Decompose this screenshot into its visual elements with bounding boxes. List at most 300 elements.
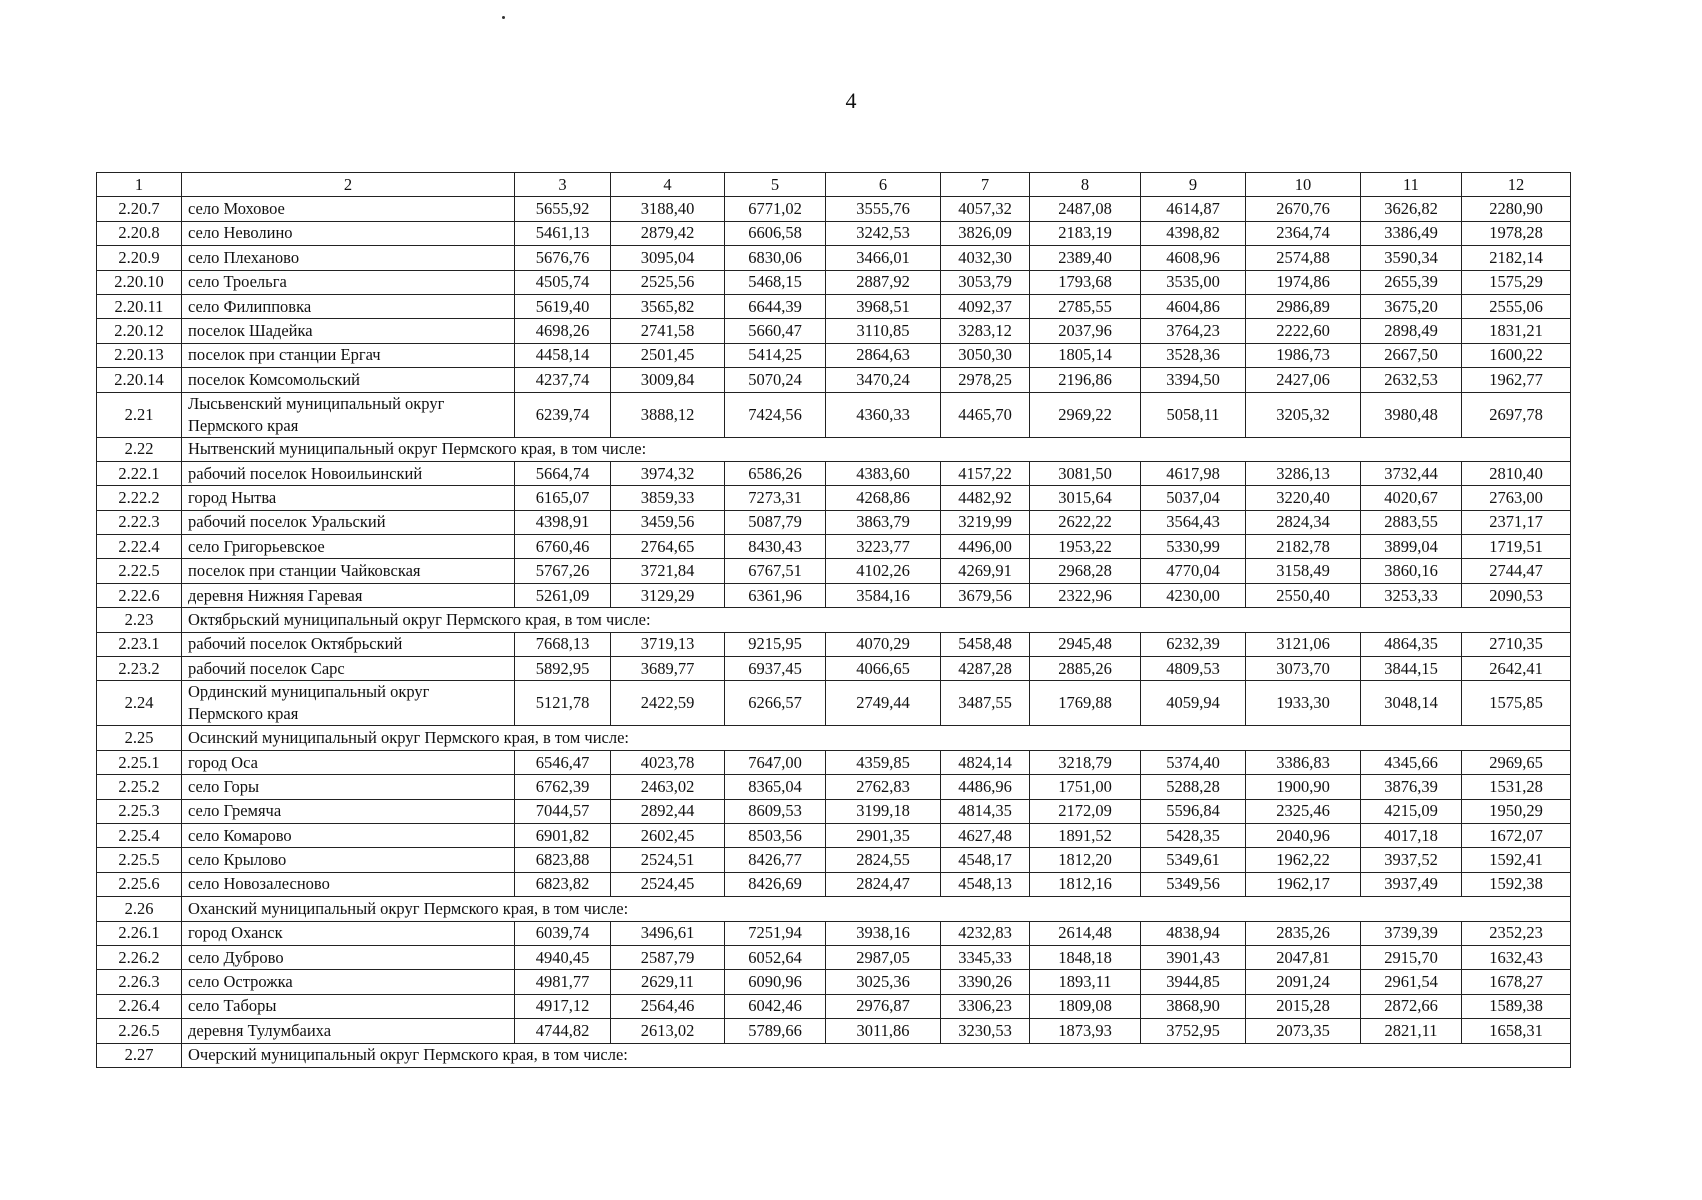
value-cell: 7647,00 — [725, 750, 826, 774]
value-cell: 1769,88 — [1030, 681, 1141, 726]
value-cell: 3219,99 — [941, 510, 1030, 534]
value-cell: 3899,04 — [1361, 535, 1462, 559]
value-cell: 4287,28 — [941, 657, 1030, 681]
value-cell: 5374,40 — [1141, 750, 1246, 774]
value-cell: 2015,28 — [1246, 994, 1361, 1018]
value-cell: 2655,39 — [1361, 270, 1462, 294]
table-row — [97, 368, 1571, 392]
value-cell: 3158,49 — [1246, 559, 1361, 583]
value-cell: 4698,26 — [515, 319, 611, 343]
value-cell: 2824,47 — [826, 872, 941, 896]
value-cell: 2325,46 — [1246, 799, 1361, 823]
value-cell: 3844,15 — [1361, 657, 1462, 681]
value-cell: 2364,74 — [1246, 221, 1361, 245]
row-name: село Таборы — [182, 994, 515, 1018]
value-cell: 1719,51 — [1462, 535, 1571, 559]
value-cell: 6644,39 — [725, 294, 826, 318]
value-cell: 2371,17 — [1462, 510, 1571, 534]
value-cell: 7044,57 — [515, 799, 611, 823]
value-cell: 3390,26 — [941, 970, 1030, 994]
value-cell: 8503,56 — [725, 823, 826, 847]
value-cell: 3555,76 — [826, 197, 941, 221]
table-row — [97, 294, 1571, 318]
value-cell: 1812,20 — [1030, 848, 1141, 872]
section-row — [97, 1043, 1571, 1067]
value-cell: 6232,39 — [1141, 632, 1246, 656]
section-title: Октябрьский муниципальный округ Пермского края, в том числе: — [182, 608, 1571, 632]
table-row — [97, 681, 1571, 726]
row-name: село Дуброво — [182, 945, 515, 969]
table-row — [97, 392, 1571, 437]
row-code: 2.26.4 — [97, 994, 182, 1018]
value-cell: 3218,79 — [1030, 750, 1141, 774]
value-cell: 2487,08 — [1030, 197, 1141, 221]
value-cell: 3590,34 — [1361, 246, 1462, 270]
row-name: поселок при станции Чайковская — [182, 559, 515, 583]
value-cell: 2047,81 — [1246, 945, 1361, 969]
value-cell: 3025,36 — [826, 970, 941, 994]
value-cell: 2968,28 — [1030, 559, 1141, 583]
row-code: 2.22 — [97, 437, 182, 461]
section-title: Очерский муниципальный округ Пермского края, в том числе: — [182, 1043, 1571, 1067]
value-cell: 2710,35 — [1462, 632, 1571, 656]
value-cell: 2835,26 — [1246, 921, 1361, 945]
value-cell: 3095,04 — [611, 246, 725, 270]
value-cell: 5349,61 — [1141, 848, 1246, 872]
value-cell: 2322,96 — [1030, 583, 1141, 607]
value-cell: 2602,45 — [611, 823, 725, 847]
value-cell: 4237,74 — [515, 368, 611, 392]
value-cell: 5892,95 — [515, 657, 611, 681]
value-cell: 4627,48 — [941, 823, 1030, 847]
table-row — [97, 848, 1571, 872]
value-cell: 3938,16 — [826, 921, 941, 945]
table-row — [97, 510, 1571, 534]
value-cell: 1953,22 — [1030, 535, 1141, 559]
header-row — [97, 173, 1571, 197]
value-cell: 4486,96 — [941, 775, 1030, 799]
row-code: 2.20.13 — [97, 343, 182, 367]
value-cell: 2040,96 — [1246, 823, 1361, 847]
table-row — [97, 775, 1571, 799]
value-cell: 2978,25 — [941, 368, 1030, 392]
value-cell: 3223,77 — [826, 535, 941, 559]
row-name: село Острожка — [182, 970, 515, 994]
value-cell: 3466,01 — [826, 246, 941, 270]
section-row — [97, 437, 1571, 461]
value-cell: 3015,64 — [1030, 486, 1141, 510]
value-cell: 2222,60 — [1246, 319, 1361, 343]
row-code: 2.23 — [97, 608, 182, 632]
value-cell: 6546,47 — [515, 750, 611, 774]
row-name: поселок Шадейка — [182, 319, 515, 343]
value-cell: 3205,32 — [1246, 392, 1361, 437]
value-cell: 6090,96 — [725, 970, 826, 994]
value-cell: 1589,38 — [1462, 994, 1571, 1018]
value-cell: 4359,85 — [826, 750, 941, 774]
row-code: 2.23.2 — [97, 657, 182, 681]
value-cell: 6762,39 — [515, 775, 611, 799]
value-cell: 3732,44 — [1361, 461, 1462, 485]
value-cell: 3306,23 — [941, 994, 1030, 1018]
value-cell: 2550,40 — [1246, 583, 1361, 607]
value-cell: 3121,06 — [1246, 632, 1361, 656]
value-cell: 5660,47 — [725, 319, 826, 343]
value-cell: 1893,11 — [1030, 970, 1141, 994]
value-cell: 2642,41 — [1462, 657, 1571, 681]
row-name: Ординский муниципальный округ Пермского края — [182, 681, 515, 726]
value-cell: 2969,22 — [1030, 392, 1141, 437]
value-cell: 2172,09 — [1030, 799, 1141, 823]
value-cell: 2810,40 — [1462, 461, 1571, 485]
row-name: село Крылово — [182, 848, 515, 872]
value-cell: 2622,22 — [1030, 510, 1141, 534]
page-number: 4 — [845, 88, 857, 113]
value-cell: 4345,66 — [1361, 750, 1462, 774]
row-name: деревня Тулумбаиха — [182, 1019, 515, 1043]
table-row — [97, 486, 1571, 510]
value-cell: 3253,33 — [1361, 583, 1462, 607]
value-cell: 4020,67 — [1361, 486, 1462, 510]
row-name: город Оханск — [182, 921, 515, 945]
value-cell: 1809,08 — [1030, 994, 1141, 1018]
row-code: 2.25.1 — [97, 750, 182, 774]
value-cell: 1575,29 — [1462, 270, 1571, 294]
row-code: 2.20.11 — [97, 294, 182, 318]
row-code: 2.26 — [97, 897, 182, 921]
row-name: Лысьвенский муниципальный округ Пермского края — [182, 392, 515, 437]
value-cell: 3050,30 — [941, 343, 1030, 367]
value-cell: 3011,86 — [826, 1019, 941, 1043]
value-cell: 3535,00 — [1141, 270, 1246, 294]
value-cell: 4023,78 — [611, 750, 725, 774]
value-cell: 6361,96 — [725, 583, 826, 607]
value-cell: 5789,66 — [725, 1019, 826, 1043]
value-cell: 1632,43 — [1462, 945, 1571, 969]
value-cell: 2574,88 — [1246, 246, 1361, 270]
value-cell: 4232,83 — [941, 921, 1030, 945]
table-row — [97, 632, 1571, 656]
value-cell: 4824,14 — [941, 750, 1030, 774]
value-cell: 4383,60 — [826, 461, 941, 485]
value-cell: 6767,51 — [725, 559, 826, 583]
value-cell: 2183,19 — [1030, 221, 1141, 245]
scan-speck — [502, 16, 505, 19]
value-cell: 2632,53 — [1361, 368, 1462, 392]
value-cell: 2614,48 — [1030, 921, 1141, 945]
value-cell: 1575,85 — [1462, 681, 1571, 726]
value-cell: 1962,17 — [1246, 872, 1361, 896]
value-cell: 1531,28 — [1462, 775, 1571, 799]
value-cell: 3968,51 — [826, 294, 941, 318]
value-cell: 4230,00 — [1141, 583, 1246, 607]
table-row — [97, 343, 1571, 367]
value-cell: 2961,54 — [1361, 970, 1462, 994]
value-cell: 6937,45 — [725, 657, 826, 681]
value-cell: 4360,33 — [826, 392, 941, 437]
row-code: 2.22.1 — [97, 461, 182, 485]
value-cell: 1978,28 — [1462, 221, 1571, 245]
value-cell: 5428,35 — [1141, 823, 1246, 847]
header-cell: 2 — [182, 173, 515, 197]
value-cell: 1974,86 — [1246, 270, 1361, 294]
value-cell: 4809,53 — [1141, 657, 1246, 681]
value-cell: 4548,17 — [941, 848, 1030, 872]
value-cell: 4814,35 — [941, 799, 1030, 823]
value-cell: 6165,07 — [515, 486, 611, 510]
value-cell: 1751,00 — [1030, 775, 1141, 799]
table-row — [97, 799, 1571, 823]
value-cell: 1592,41 — [1462, 848, 1571, 872]
value-cell: 1962,77 — [1462, 368, 1571, 392]
value-cell: 8609,53 — [725, 799, 826, 823]
header-cell: 9 — [1141, 173, 1246, 197]
row-code: 2.22.3 — [97, 510, 182, 534]
value-cell: 4268,86 — [826, 486, 941, 510]
row-code: 2.22.6 — [97, 583, 182, 607]
value-cell: 6823,88 — [515, 848, 611, 872]
value-cell: 2182,14 — [1462, 246, 1571, 270]
value-cell: 2824,34 — [1246, 510, 1361, 534]
value-cell: 3459,56 — [611, 510, 725, 534]
value-cell: 2091,24 — [1246, 970, 1361, 994]
value-cell: 3752,95 — [1141, 1019, 1246, 1043]
value-cell: 3901,43 — [1141, 945, 1246, 969]
row-code: 2.25.3 — [97, 799, 182, 823]
value-cell: 4981,77 — [515, 970, 611, 994]
table-row — [97, 583, 1571, 607]
row-name: село Григорьевское — [182, 535, 515, 559]
tariff-table — [96, 172, 1571, 1068]
header-cell: 3 — [515, 173, 611, 197]
value-cell: 2915,70 — [1361, 945, 1462, 969]
value-cell: 5087,79 — [725, 510, 826, 534]
value-cell: 3626,82 — [1361, 197, 1462, 221]
table-row — [97, 197, 1571, 221]
value-cell: 3859,33 — [611, 486, 725, 510]
value-cell: 2879,42 — [611, 221, 725, 245]
value-cell: 3394,50 — [1141, 368, 1246, 392]
value-cell: 7668,13 — [515, 632, 611, 656]
value-cell: 2901,35 — [826, 823, 941, 847]
value-cell: 1962,22 — [1246, 848, 1361, 872]
value-cell: 1805,14 — [1030, 343, 1141, 367]
header-cell: 11 — [1361, 173, 1462, 197]
section-title: Осинский муниципальный округ Пермского края, в том числе: — [182, 726, 1571, 750]
value-cell: 3564,43 — [1141, 510, 1246, 534]
value-cell: 2883,55 — [1361, 510, 1462, 534]
value-cell: 6901,82 — [515, 823, 611, 847]
row-name: село Гремяча — [182, 799, 515, 823]
value-cell: 3073,70 — [1246, 657, 1361, 681]
value-cell: 3888,12 — [611, 392, 725, 437]
value-cell: 3980,48 — [1361, 392, 1462, 437]
table-row — [97, 921, 1571, 945]
value-cell: 5619,40 — [515, 294, 611, 318]
header-cell: 5 — [725, 173, 826, 197]
row-code: 2.20.7 — [97, 197, 182, 221]
value-cell: 2986,89 — [1246, 294, 1361, 318]
value-cell: 3719,13 — [611, 632, 725, 656]
value-cell: 2872,66 — [1361, 994, 1462, 1018]
value-cell: 8365,04 — [725, 775, 826, 799]
header-cell: 7 — [941, 173, 1030, 197]
row-code: 2.25.5 — [97, 848, 182, 872]
value-cell: 3739,39 — [1361, 921, 1462, 945]
value-cell: 2898,49 — [1361, 319, 1462, 343]
value-cell: 2524,45 — [611, 872, 725, 896]
row-code: 2.26.3 — [97, 970, 182, 994]
value-cell: 2427,06 — [1246, 368, 1361, 392]
value-cell: 4102,26 — [826, 559, 941, 583]
value-cell: 4917,12 — [515, 994, 611, 1018]
value-cell: 3876,39 — [1361, 775, 1462, 799]
value-cell: 1950,29 — [1462, 799, 1571, 823]
value-cell: 5655,92 — [515, 197, 611, 221]
table-row — [97, 945, 1571, 969]
row-name: поселок Комсомольский — [182, 368, 515, 392]
value-cell: 4070,29 — [826, 632, 941, 656]
value-cell: 5058,11 — [1141, 392, 1246, 437]
table-row — [97, 823, 1571, 847]
row-code: 2.27 — [97, 1043, 182, 1067]
header-cell: 1 — [97, 173, 182, 197]
table-row — [97, 461, 1571, 485]
value-cell: 2073,35 — [1246, 1019, 1361, 1043]
value-cell: 1592,38 — [1462, 872, 1571, 896]
value-cell: 3974,32 — [611, 461, 725, 485]
table-row — [97, 221, 1571, 245]
table-row — [97, 970, 1571, 994]
row-name: город Оса — [182, 750, 515, 774]
value-cell: 5461,13 — [515, 221, 611, 245]
header-cell: 8 — [1030, 173, 1141, 197]
row-code: 2.25.4 — [97, 823, 182, 847]
value-cell: 5458,48 — [941, 632, 1030, 656]
row-code: 2.22.5 — [97, 559, 182, 583]
value-cell: 1658,31 — [1462, 1019, 1571, 1043]
value-cell: 2821,11 — [1361, 1019, 1462, 1043]
value-cell: 4838,94 — [1141, 921, 1246, 945]
value-cell: 5468,15 — [725, 270, 826, 294]
value-cell: 3386,49 — [1361, 221, 1462, 245]
value-cell: 4057,32 — [941, 197, 1030, 221]
value-cell: 2697,78 — [1462, 392, 1571, 437]
value-cell: 4505,74 — [515, 270, 611, 294]
header-cell: 12 — [1462, 173, 1571, 197]
row-name: село Новозалесново — [182, 872, 515, 896]
value-cell: 2945,48 — [1030, 632, 1141, 656]
value-cell: 1672,07 — [1462, 823, 1571, 847]
value-cell: 2741,58 — [611, 319, 725, 343]
value-cell: 4940,45 — [515, 945, 611, 969]
value-cell: 4744,82 — [515, 1019, 611, 1043]
value-cell: 2969,65 — [1462, 750, 1571, 774]
value-cell: 3345,33 — [941, 945, 1030, 969]
row-name: город Нытва — [182, 486, 515, 510]
value-cell: 2744,47 — [1462, 559, 1571, 583]
value-cell: 3487,55 — [941, 681, 1030, 726]
value-cell: 3675,20 — [1361, 294, 1462, 318]
value-cell: 2864,63 — [826, 343, 941, 367]
value-cell: 3937,52 — [1361, 848, 1462, 872]
value-cell: 4608,96 — [1141, 246, 1246, 270]
table-row — [97, 535, 1571, 559]
value-cell: 1900,90 — [1246, 775, 1361, 799]
value-cell: 5121,78 — [515, 681, 611, 726]
value-cell: 2763,00 — [1462, 486, 1571, 510]
row-name: рабочий поселок Октябрьский — [182, 632, 515, 656]
row-name: рабочий поселок Новоильинский — [182, 461, 515, 485]
value-cell: 5414,25 — [725, 343, 826, 367]
value-cell: 6239,74 — [515, 392, 611, 437]
value-cell: 1986,73 — [1246, 343, 1361, 367]
header-cell: 10 — [1246, 173, 1361, 197]
value-cell: 5676,76 — [515, 246, 611, 270]
row-code: 2.26.2 — [97, 945, 182, 969]
value-cell: 2824,55 — [826, 848, 941, 872]
value-cell: 3386,83 — [1246, 750, 1361, 774]
value-cell: 4465,70 — [941, 392, 1030, 437]
value-cell: 3053,79 — [941, 270, 1030, 294]
value-cell: 3937,49 — [1361, 872, 1462, 896]
value-cell: 6606,58 — [725, 221, 826, 245]
row-name: рабочий поселок Уральский — [182, 510, 515, 534]
value-cell: 3826,09 — [941, 221, 1030, 245]
value-cell: 2501,45 — [611, 343, 725, 367]
value-cell: 2564,46 — [611, 994, 725, 1018]
value-cell: 5767,26 — [515, 559, 611, 583]
value-cell: 3565,82 — [611, 294, 725, 318]
value-cell: 4157,22 — [941, 461, 1030, 485]
value-cell: 5596,84 — [1141, 799, 1246, 823]
value-cell: 6586,26 — [725, 461, 826, 485]
value-cell: 1793,68 — [1030, 270, 1141, 294]
value-cell: 3286,13 — [1246, 461, 1361, 485]
value-cell: 3242,53 — [826, 221, 941, 245]
row-code: 2.20.9 — [97, 246, 182, 270]
table-row — [97, 319, 1571, 343]
value-cell: 2749,44 — [826, 681, 941, 726]
row-name: село Филипповка — [182, 294, 515, 318]
value-cell: 5070,24 — [725, 368, 826, 392]
value-cell: 3679,56 — [941, 583, 1030, 607]
value-cell: 4066,65 — [826, 657, 941, 681]
value-cell: 6760,46 — [515, 535, 611, 559]
value-cell: 3081,50 — [1030, 461, 1141, 485]
value-cell: 3721,84 — [611, 559, 725, 583]
value-cell: 6830,06 — [725, 246, 826, 270]
value-cell: 2976,87 — [826, 994, 941, 1018]
value-cell: 3188,40 — [611, 197, 725, 221]
value-cell: 1933,30 — [1246, 681, 1361, 726]
row-code: 2.24 — [97, 681, 182, 726]
row-code: 2.23.1 — [97, 632, 182, 656]
row-code: 2.22.4 — [97, 535, 182, 559]
value-cell: 3199,18 — [826, 799, 941, 823]
value-cell: 2892,44 — [611, 799, 725, 823]
value-cell: 1678,27 — [1462, 970, 1571, 994]
value-cell: 4059,94 — [1141, 681, 1246, 726]
value-cell: 4269,91 — [941, 559, 1030, 583]
table-row — [97, 994, 1571, 1018]
value-cell: 2613,02 — [611, 1019, 725, 1043]
value-cell: 2885,26 — [1030, 657, 1141, 681]
value-cell: 2463,02 — [611, 775, 725, 799]
value-cell: 5261,09 — [515, 583, 611, 607]
value-cell: 4770,04 — [1141, 559, 1246, 583]
value-cell: 2555,06 — [1462, 294, 1571, 318]
